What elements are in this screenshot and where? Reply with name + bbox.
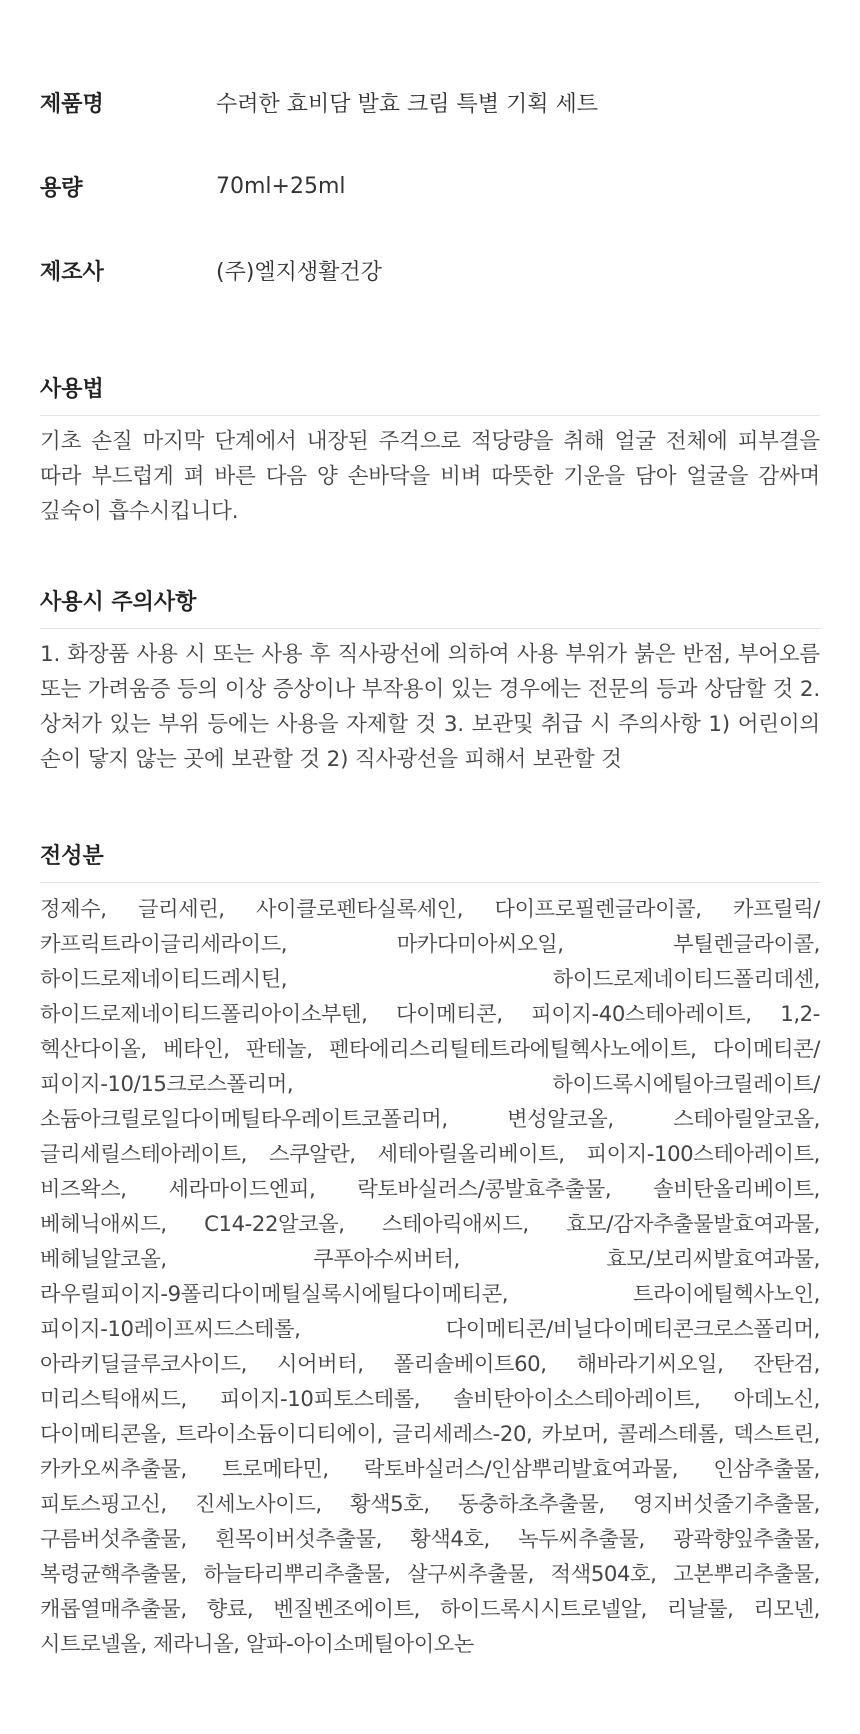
spec-value: (주)엘지생활건강 (216, 259, 382, 285)
usage-title: 사용법 (40, 372, 820, 416)
usage-section (40, 372, 820, 529)
spec-label: 제품명 (40, 91, 104, 117)
product-spec-table (40, 0, 820, 312)
ingredients-title: 전성분 (40, 839, 820, 883)
ingredients-section (40, 839, 820, 1661)
spec-value: 수려한 효비담 발효 크림 특별 기획 세트 (216, 91, 598, 117)
spec-label: 제조사 (40, 259, 104, 285)
spec-row-volume (40, 144, 820, 228)
caution-title: 사용시 주의사항 (40, 585, 820, 629)
ingredients-text: 정제수, 글리세린, 사이클로펜타실록세인, 다이프로필렌글라이콜, 카프릴릭/카프릭트라이글리세라이드, 마카다미아씨오일, 부틸렌글라이콜, 하이드로제네이티드레시틴, 하이드로제네이티드폴리데센, 하이드로제네이티드폴리아이소부텐, 다이메티콘, 피이지-40스테아레이트, 1,2-헥산다이올, 베타인, 판테놀, 펜타에리스리틸테트라에틸헥사노에이트, 다이메티콘/피이지-10/15크로스폴리머, 하이드록시에틸아크릴레이트/소듐아크릴로일다이메틸타우레이트코폴리머, 변성알코올, 스테아릴알코올, 글리세릴스테아레이트, 스쿠알란, 세테아릴올리베이트, 피이지-100스테아레이트, 비즈왁스, 세라마이드엔피, 락토바실러스/콩발효추출물, 솔비탄올리베이트, 베헤닉애씨드, C14-22알코올, 스테아릭애씨드, 효모/감자추출물발효여과물, 베헤닐알코올, 쿠푸아수씨버터, 효모/보리씨발효여과물, 라우릴피이지-9폴리다이메틸실록시에틸다이메티콘, 트라이에틸헥사노인, 피이지-10레이프씨드스테롤, 다이메티콘/비닐다이메티콘크로스폴리머, 아라키딜글루코사이드, 시어버터, 폴리솔베이트60, 해바라기씨오일, 잔탄검, 미리스틱애씨드, 피이지-10피토스테롤, 솔비탄아이소스테아레이트, 아데노신, 다이메티콘올, 트라이소듐이디티에이, 글리세레스-20, 카보머, 콜레스테롤, 덱스트린, 카카오씨추출물, 트로메타민, 락토바실러스/인삼뿌리발효여과물, 인삼추출물, 피토스핑고신, 진세노사이드, 황색5호, 동충하초추출물, 영지버섯줄기추출물, 구름버섯추출물, 흰목이버섯추출물, 황색4호, 녹두씨추출물, 광곽향잎추출물, 복령균핵추출물, 하늘타리뿌리추출물, 살구씨추출물, 적색504호, 고본뿌리추출물, 캐롭열매추출물, 향료, 벤질벤조에이트, 하이드록시시트로넬알, 리날룰, 리모넨, 시트로넬올, 제라니올, 알파-아이소메틸아이오논 (40, 896, 820, 1656)
spec-row-manufacturer (40, 228, 820, 312)
spec-row-product-name (40, 60, 820, 144)
caution-section (40, 585, 820, 777)
spec-value: 70ml+25ml (216, 173, 346, 199)
usage-text: 기초 손질 마지막 단계에서 내장된 주걱으로 적당량을 취해 얼굴 전체에 피부결을 따라 부드럽게 펴 바른 다음 양 손바닥을 비벼 따뜻한 기운을 담아 얼굴을 감싸며 깊숙이 흡수시킵니다. (40, 429, 820, 524)
caution-text: 1. 화장품 사용 시 또는 사용 후 직사광선에 의하여 사용 부위가 붉은 반점, 부어오름 또는 가려움증 등의 이상 증상이나 부작용이 있는 경우에는 전문의 등과 상담할 것 2. 상처가 있는 부위 등에는 사용을 자제할 것 3. 보관및 취급 시 주의사항 1) 어린이의 손이 닿지 않는 곳에 보관할 것 2) 직사광선을 피해서 보관할 것 (40, 642, 820, 772)
spec-label: 용량 (40, 175, 83, 201)
